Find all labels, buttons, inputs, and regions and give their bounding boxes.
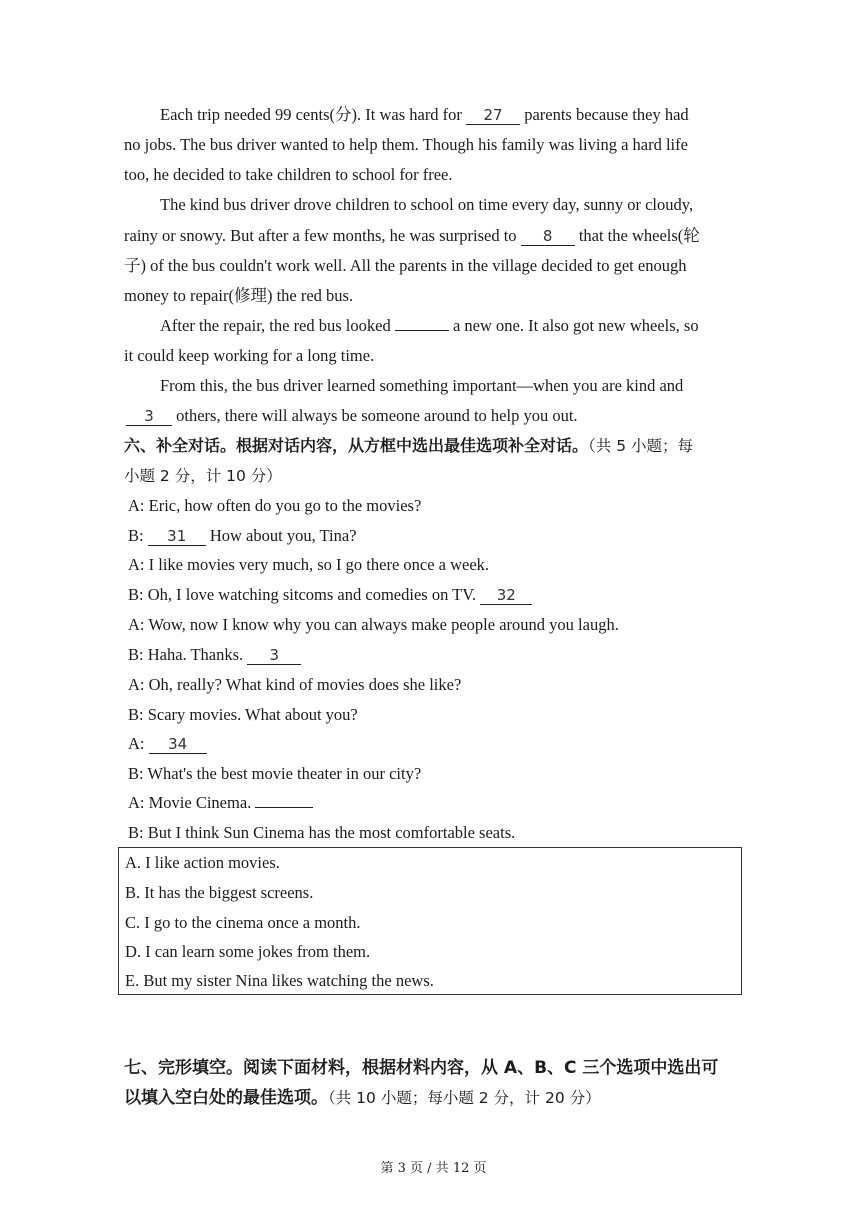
dialogue-line: A: Eric, how often do you go to the movies?	[128, 496, 422, 515]
option-c: C. I go to the cinema once a month.	[125, 913, 361, 932]
passage-line: no jobs. The bus driver wanted to help them. Though his family was living a hard life	[124, 135, 688, 154]
answer-blank[interactable]: 3	[126, 407, 172, 426]
options-box	[118, 847, 742, 995]
option-d: D. I can learn some jokes from them.	[125, 942, 371, 961]
passage-line: too, he decided to take children to school for free.	[124, 165, 453, 184]
option-e: E. But my sister Nina likes watching the news.	[125, 971, 434, 990]
dialogue-line: A: Movie Cinema.	[128, 793, 313, 813]
dialogue-line: A: I like movies very much, so I go there once a week.	[128, 555, 490, 574]
section-six-heading-cont	[124, 466, 282, 486]
dialogue-line: A: Oh, really? What kind of movies does she like?	[128, 675, 462, 694]
dialogue-line: A: Wow, now I know why you can always make people around you laugh.	[128, 615, 619, 634]
passage-line: From this, the bus driver learned something important—when you are kind and	[160, 376, 684, 395]
section-six-heading	[124, 436, 693, 456]
section-seven-heading	[124, 1058, 718, 1078]
dialogue-line: A: 34	[128, 734, 207, 754]
section-seven-note: （共 10 小题；每小题 2 分，计 20 分）	[328, 1089, 601, 1107]
answer-blank[interactable]	[395, 330, 449, 331]
section-seven-title-cont: 以填入空白处的最佳选项。	[124, 1088, 328, 1108]
passage-line: 3 others, there will always be someone around to help you out.	[126, 406, 578, 426]
passage-line: 子) of the bus couldn't work well. All the parents in the village decided to get enough	[124, 256, 687, 275]
option-b: B. It has the biggest screens.	[125, 883, 314, 902]
passage-line: money to repair(修理) the red bus.	[124, 286, 354, 305]
passage-line: Each trip needed 99 cents(分). It was hard for 27 parents because they had	[160, 105, 689, 124]
answer-blank[interactable]: 27	[466, 106, 520, 125]
option-a: A. I like action movies.	[125, 853, 280, 872]
answer-blank[interactable]: 34	[149, 735, 207, 754]
answer-blank[interactable]: 3	[247, 646, 301, 665]
section-six-note: （共 5 小题；每	[588, 437, 693, 455]
section-six-title: 六、补全对话。根据对话内容，从方框中选出最佳选项补全对话。	[124, 436, 589, 455]
dialogue-line: B: Haha. Thanks. 3	[128, 645, 301, 665]
dialogue-line: B: 31 How about you, Tina?	[128, 526, 357, 545]
section-seven-title: 七、完形填空。阅读下面材料，根据材料内容，从 A、B、C 三个选项中选出可	[124, 1058, 719, 1078]
page-number: 第 3 页 / 共 12 页	[380, 1161, 487, 1176]
answer-blank[interactable]	[255, 807, 313, 808]
passage-line: rainy or snowy. But after a few months, he was surprised to 8 that the wheels(轮	[124, 226, 700, 245]
answer-blank[interactable]: 8	[521, 227, 575, 246]
answer-blank[interactable]: 32	[480, 586, 532, 605]
dialogue-line: B: What's the best movie theater in our city?	[128, 764, 422, 783]
dialogue-line: B: Oh, I love watching sitcoms and comedies on TV. 32	[128, 585, 532, 605]
section-six-note: 小题 2 分，计 10 分）	[124, 467, 282, 485]
dialogue-line: B: Scary movies. What about you?	[128, 705, 358, 724]
answer-blank[interactable]: 31	[148, 527, 206, 546]
passage-line: it could keep working for a long time.	[124, 346, 375, 365]
section-seven-heading-cont	[124, 1088, 601, 1108]
dialogue-line: B: But I think Sun Cinema has the most comfortable seats.	[128, 823, 516, 842]
passage-line: After the repair, the red bus looked a new one. It also got new wheels, so	[160, 316, 699, 335]
passage-line: The kind bus driver drove children to school on time every day, sunny or cloudy,	[160, 195, 694, 214]
